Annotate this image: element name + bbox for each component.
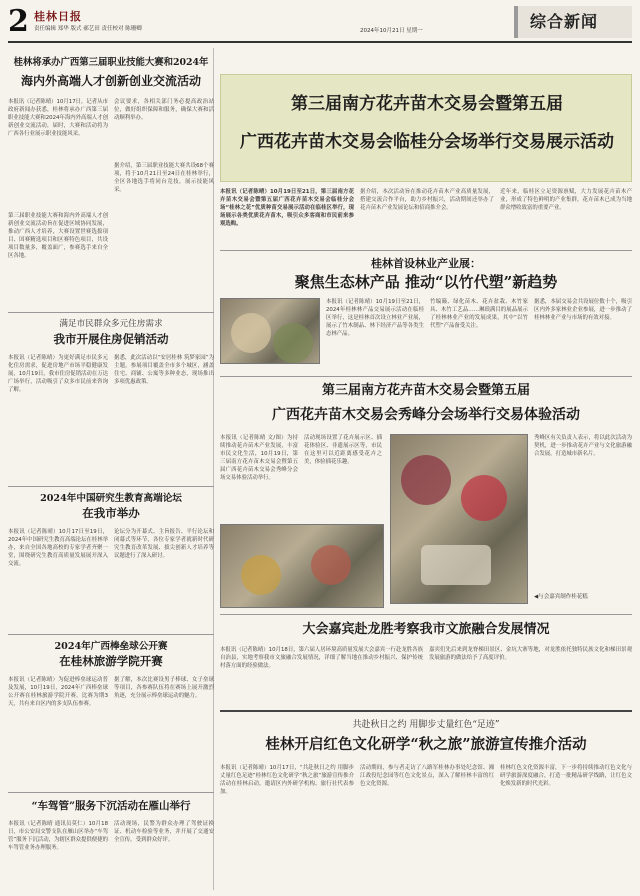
photo-detail (273, 323, 313, 363)
banner-title-line-1: 第三届南方花卉苗木交易会暨第五届 (291, 94, 563, 114)
article-body: 第三届职业技能大赛和海内外高端人才创新创业交流活动旨在促进区域协同发展，推动广西人才培养，大赛设置世赛选拔项目、国赛精选项目和区赛特色项目，共设项目数量多，覆盖面广，参赛选手来自全区各地。 (8, 213, 108, 260)
article-red-culture-tour (220, 718, 632, 882)
section-tab: 综合新闻 (514, 6, 632, 38)
staff-line: 责任编辑 郑华 版式 郝艺田 责任校对 陈珊卿 (34, 26, 142, 32)
article-title-line-2: 在我市举办 (82, 506, 140, 520)
article-body: 桂林红色文化资源丰富，下一步将持续推动红色文化与研学旅游深度融合，打造一批精品研学线路，让红色文化焕发新的时代光彩。 (500, 765, 632, 788)
banner-title-line-2: 广西花卉苗木交易会临桂分会场举行交易展示活动 (240, 132, 614, 152)
divider (220, 376, 632, 377)
article-body: 本报讯（记者陈晴）10月18日，第六届人居环境高质量发展大会嘉宾一行赴龙胜各族自治县，实地考察我市文旅融合发展情况，详细了解当地在推动乡村振兴、保护传统村落方面的经验做法。 (220, 647, 423, 670)
article-title-line-1: 2024年广西棒垒球公开赛 (54, 641, 168, 652)
article-title: 聚焦生态林产品 推动“以竹代塑”新趋势 (294, 273, 558, 291)
article-kicker: 桂林首设林业产业展： (371, 257, 481, 270)
article-baseball-open (8, 640, 214, 788)
right-column (220, 48, 632, 890)
date-line: 2024年10月21日 星期一 (360, 28, 423, 34)
article-body: 据了解，本次比赛设男子棒球、女子垒球等项目，各参赛队伍将在赛场上展开激烈角逐，充分展示棒垒球运动的魅力。 (114, 677, 214, 700)
article-title-line-1: 2024年中国研究生教育高端论坛 (40, 493, 182, 504)
article-body: 本报讯（记者陈晴 通讯员莫仁）10月18日，市公安局交警支队在雁山区举办“车驾管”服务下沉活动，为辖区群众提供便捷的车驾管业务办理服务。 (8, 821, 108, 852)
article-body: 本报讯（记者陈晴）10月17日至19日，2024年中国研究生教育高端论坛在桂林举办，来自全国各地高校的专家学者齐聚一堂，围绕研究生教育高质量发展展开深入交流。 (8, 529, 108, 568)
article-body: 本报讯（记者陈晴）10月17日，“共赴秋日之约 用脚步丈量红色足迹”桂林红色文化研学“秋之旅”旅游宣传推介活动在桂林启动，邀请区内外研学机构、旅行社代表参加。 (220, 765, 354, 796)
article-title: 大会嘉宾赴龙胜考察我市文旅融合发展情况 (302, 622, 550, 637)
paper-name: 桂林日报 (34, 10, 82, 23)
article-body: 本报讯（记者陈晴）10月19日至21日，2024年桂林林产品交易展示活动在临桂区举行，这是桂林首次设立林业产业展，展示了竹木制品、林下经济产品等各类生态林产品。 (326, 299, 424, 338)
article-title: 桂林开启红色文化研学“秋之旅”旅游宣传推介活动 (265, 736, 587, 753)
article-title-line-1: 桂林将承办广西第三届职业技能大赛和2024年 (13, 57, 209, 68)
article-title-line-2: 海内外高端人才创新创业交流活动 (20, 74, 201, 88)
article-title-line-2: 广西花卉苗木交易会秀峰分会场举行交易体验活动 (272, 407, 580, 423)
divider (220, 250, 632, 251)
divider (220, 710, 632, 712)
article-title-line-1: 第三届南方花卉苗木交易会暨第五届 (321, 383, 530, 398)
article-title: “车驾管”服务下沉活动在雁山举行 (31, 800, 191, 812)
article-body: 本报讯（记者陈晴）10月17日，记者从市政府新闻办获悉，桂林将承办广西第三届职业技能大赛和2024年海内外高端人才创新创业交流活动，届时，大赛和活动将为广西各行业展示职业技能风采。 (8, 99, 108, 138)
article-body: 活动期间，参与者走访了八路军桂林办事处纪念馆、湘江战役纪念园等红色文化景点，深入了解桂林丰富的红色文化资源。 (360, 765, 494, 788)
article-kicker: 共赴秋日之约 用脚步丈量红色“足迹” (352, 720, 500, 730)
article-body: 本报讯（记者陈晴）为促进棒垒球运动普及发展，10月19日，2024年广西棒垒球公开赛在桂林旅游学院开赛，比赛为期3天，共有来自区内的多支队伍参赛。 (8, 677, 108, 708)
photo-detail (421, 545, 491, 585)
article-body: 据悉，本届交易会共设展位数十个，吸引区内外多家林业企业参展，进一步推动了桂林林业产业与市场的有效对接。 (534, 299, 632, 322)
top-rule (8, 41, 632, 43)
article-graduate-forum (8, 492, 214, 632)
article-skills-contest (8, 56, 214, 294)
article-housing-promotion (8, 318, 214, 484)
forestry-photo (220, 298, 320, 364)
article-body: 活动现场设置了花卉展示区、插花体验区、非遗展示区等，市民在这里可以近距离感受花卉之美，体验插花乐趣。 (304, 435, 382, 466)
article-title: 我市开展住房促销活动 (53, 332, 169, 346)
article-longsheng-visit (220, 620, 632, 706)
divider (8, 312, 214, 313)
article-body: 活动现场，民警为群众办理了驾驶证换证、机动车检验等业务，并开展了交通安全宣传，受到群众好评。 (114, 821, 214, 844)
photo-detail (311, 545, 351, 585)
divider (8, 634, 214, 635)
left-column (8, 48, 214, 890)
article-body: 据悉，此次活动以“安居桂林 筑梦家园”为主题，参展项目覆盖全市多个城区，涵盖住宅、商铺、公寓等多种业态，现场推出多项优惠政策。 (114, 355, 214, 386)
article-body: 据介绍，本次活动旨在推动花卉苗木产业高质量发展，搭建交流合作平台，助力乡村振兴，活动期间还举办了花卉苗木产业发展论坛和招商推介会。 (360, 189, 494, 212)
flower-stall-photo (220, 524, 384, 608)
photo-detail (231, 313, 271, 353)
divider (220, 614, 632, 615)
article-body: 据介绍，第三届职业技能大赛共设68个赛项，将于10月21日至24日在桂林举行，全区各地选手将同台竞技，展示技能风采。 (114, 163, 214, 194)
divider (8, 486, 214, 487)
article-body: 本报讯（记者陈晴）为更好满足市民多元化住房需求，促进房地产市场平稳健康发展，10月19日，我市住房促销活动在万达广场举行，活动吸引了众多市民前来咨询了解。 (8, 355, 108, 394)
article-body: 秀峰区有关负责人表示，将以此次活动为契机，进一步推动花卉产业与文化旅游融合发展，打造城市新名片。 (534, 435, 632, 458)
article-body: 竹编簸、绿化苗木、花卉盆栽、木竹家具、木竹工艺品……琳琅满目的展品展示了桂林林业产业的发展成果，其中“以竹代塑”产品备受关注。 (430, 299, 528, 330)
masthead (8, 6, 632, 40)
page-number: 2 (8, 4, 29, 39)
forestry-body (326, 298, 632, 372)
article-body: 近年来，临桂区立足资源禀赋，大力发展花卉苗木产业，形成了特色鲜明的产业集群，花卉苗木已成为当地群众增收致富的重要产业。 (500, 189, 632, 212)
article-body: 会议要求，各相关部门务必提高政治站位，做好组织保障和服务，确保大赛和活动顺利举办。 (114, 99, 214, 122)
article-xiufeng-flower-fair (220, 382, 632, 426)
article-lingui-flower-fair (220, 188, 632, 246)
article-title-line-2: 在桂林旅游学院开赛 (59, 654, 163, 668)
photo-detail (461, 475, 507, 521)
article-body: 嘉宾们先后来到龙脊梯田景区、金坑大寨等地，对龙胜依托独特民族文化和梯田景观发展旅游的做法给予了高度评价。 (429, 647, 632, 662)
article-body: 本报讯（记者陈晴 文/图）为持续推动花卉苗木产业发展，丰富市民文化生活，10月19日，第三届南方花卉苗木交易会暨第五届广西花卉苗木交易会秀峰分会场交易体验活动举行。 (220, 435, 298, 482)
article-subtitle: 满足市民群众多元住房需求 (59, 319, 163, 329)
cake-making-photo (390, 434, 528, 604)
photo-caption: ◀与会嘉宾制作桂花糕 (534, 594, 588, 600)
article-vehicle-service (8, 798, 214, 884)
photo-detail (401, 455, 451, 505)
lead-banner (220, 74, 632, 182)
article-body: 论坛分为开幕式、主旨报告、平行论坛和闭幕式等环节，各位专家学者就新时代研究生教育改革发展、拔尖创新人才培养等议题进行了深入研讨。 (114, 529, 214, 560)
article-body: 本报讯（记者陈晴）10月19日至21日，第三届南方花卉苗木交易会暨第五届广西花卉苗木交易会临桂分会场“桂林之花”优质种苗交易展示活动在临桂区举行，现场展示各类优质花卉苗木，吸引众多客商和市民前来参观选购。 (220, 189, 354, 228)
article-forestry-expo (220, 256, 632, 293)
divider (8, 792, 214, 793)
photo-detail (241, 555, 281, 595)
xiufeng-body-right (534, 434, 632, 600)
